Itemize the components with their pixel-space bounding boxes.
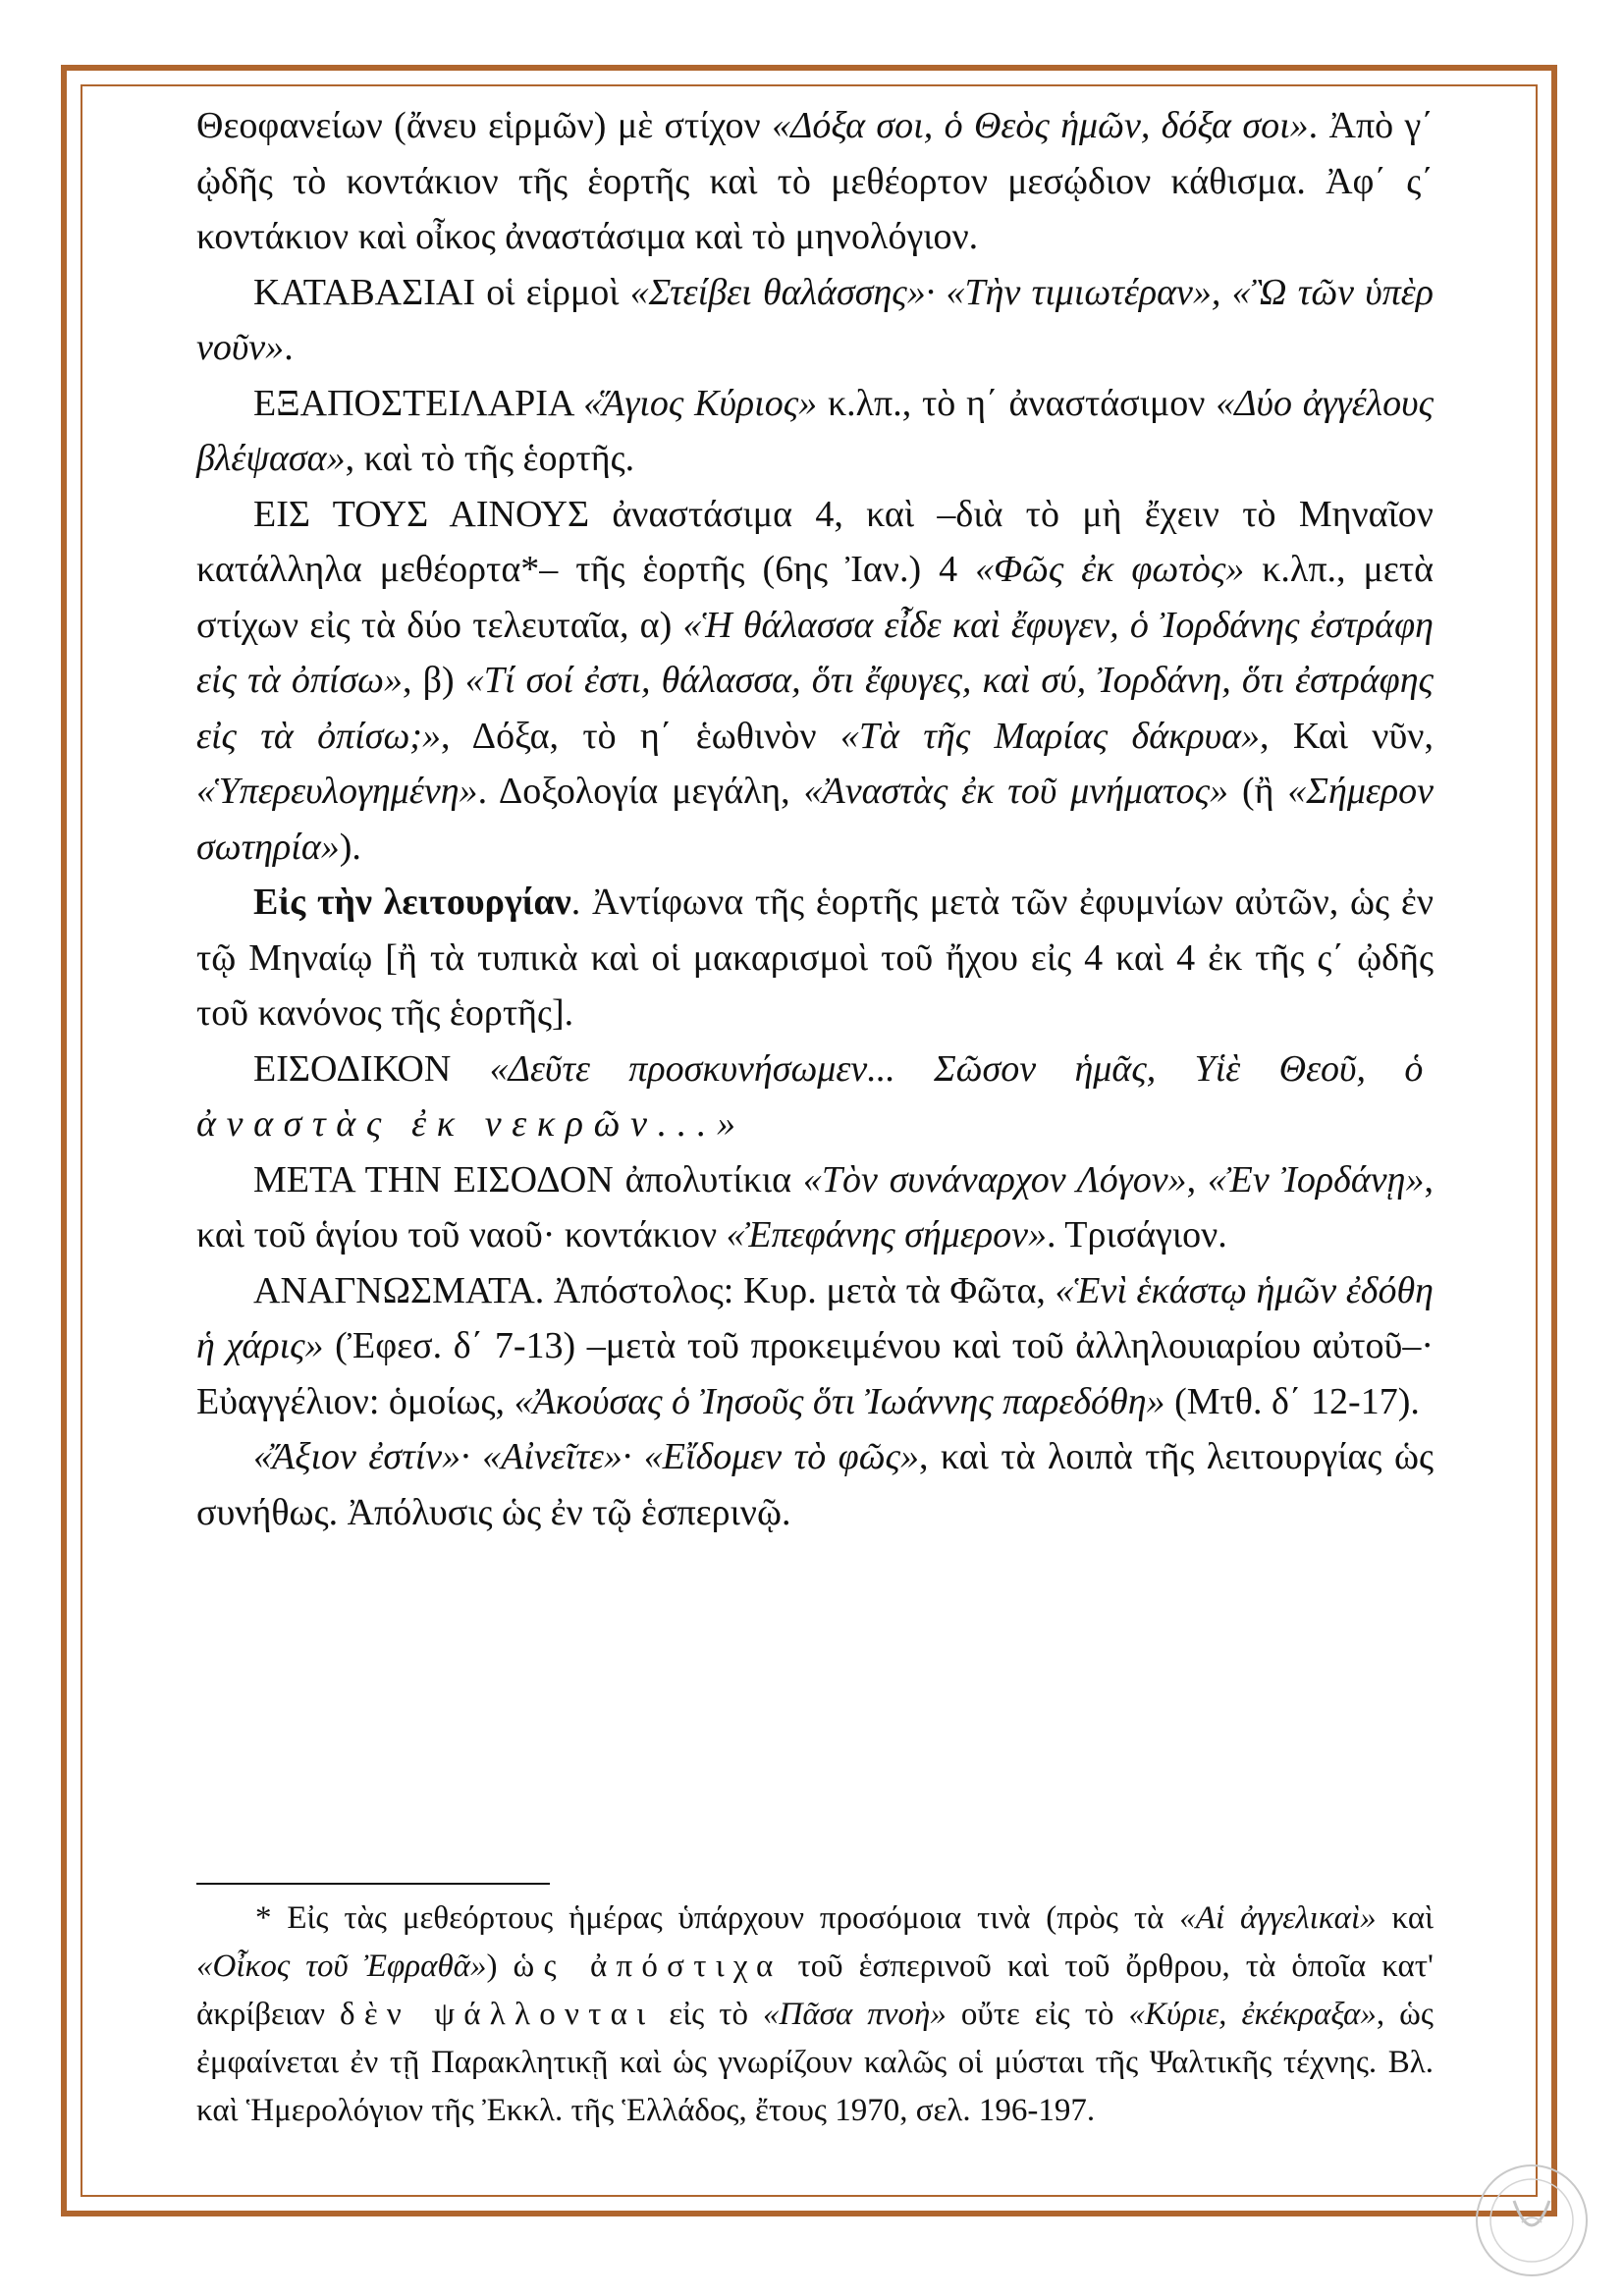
- paragraph-eisodikon: ΕΙΣΟΔΙΚΟΝ «Δεῦτε προσκυνήσωμεν... Σῶσον ἡμᾶς, Υἱὲ Θεοῦ, ὁ ἀναστὰς ἐκ νεκρῶν...»: [196, 1047, 1435, 1145]
- footnote-separator: [196, 1883, 550, 1885]
- paragraph-readings: ΑΝΑΓΝΩΣΜΑΤΑ. Ἀπόστολος: Κυρ. μετὰ τὰ Φῶτα, «Ἑνὶ ἑκάστῳ ἡμῶν ἐδόθη ἡ χάρις» (Ἐφεσ. δ΄ 7-13) –μετὰ τοῦ προκειμένου καὶ τοῦ ἀλληλουιαρίου αὐτοῦ–· Εὐαγγέλιον: ὁμοίως, «Ἀκούσας ὁ Ἰησοῦς ὅτι Ἰωάννης παρεδόθη» (Μτθ. δ΄ 12-17).: [196, 1269, 1434, 1422]
- main-text: [196, 98, 1434, 1540]
- paragraph-theophany: Θεοφανείων (ἄνευ εἱρμῶν) μὲ στίχον «Δόξα σοι, ὁ Θεὸς ἡμῶν, δόξα σοι». Ἀπὸ γ΄ ᾠδῆς τὸ κοντάκιον τῆς ἑορτῆς καὶ τὸ μεθέορτον μεσῴδιον κάθισμα. Ἀφ΄ ς΄ κοντάκιον καὶ οἶκος ἀναστάσιμα καὶ τὸ μηνολόγιον.: [196, 105, 1435, 257]
- paragraph-exapostilaria: ΕΞΑΠΟΣΤΕΙΛΑΡΙΑ «Ἅγιος Κύριος» κ.λπ., τὸ η΄ ἀναστάσιμον «Δύο ἀγγέλους βλέψασα», καὶ τὸ τῆς ἑορτῆς.: [196, 382, 1434, 479]
- paragraph-katavasiai: ΚΑΤΑΒΑΣΙΑΙ οἱ εἱρμοὶ «Στείβει θαλάσσης»· «Τὴν τιμιωτέραν», «Ὢ τῶν ὑπὲρ νοῦν».: [196, 271, 1434, 368]
- watermark-seal-icon: [1473, 2162, 1591, 2279]
- footnote-text: * Εἰς τὰς μεθεόρτους ἡμέρας ὑπάρχουν προσόμοια τινὰ (πρὸς τὰ «Αἱ ἀγγελικαὶ» καὶ «Οἶκος τοῦ Ἐφραθᾶ») ὡς ἀπόστιχα τοῦ ἑσπερινοῦ καὶ τοῦ ὄρθρου, τὰ ὁποῖα κατ' ἀκρίβειαν δὲν ψάλλονται εἰς τὸ «Πᾶσα πνοὴ» οὔτε εἰς τὸ «Κύριε, ἐκέκραξα», ὡς ἐμφαίνεται ἐν τῇ Παρακλητικῇ καὶ ὡς γνωρίζουν καλῶς οἱ μύσται τῆς Ψαλτικῆς τέχνης. Βλ. καὶ Ἡμερολόγιον τῆς Ἐκκλ. τῆς Ἑλλάδος, ἔτους 1970, σελ. 196-197.: [196, 1900, 1434, 2128]
- footnote: [196, 1895, 1434, 2135]
- paragraph-liturgy: Εἰς τὴν λειτουργίαν. Ἀντίφωνα τῆς ἑορτῆς μετὰ τῶν ἐφυμνίων αὐτῶν, ὡς ἐν τῷ Μηναίῳ [ἢ τὰ τυπικὰ καὶ οἱ μακαρισμοὶ τοῦ ἤχου εἰς 4 καὶ 4 ἐκ τῆς ς΄ ᾠδῆς τοῦ κανόνος τῆς ἑορτῆς].: [196, 881, 1435, 1034]
- paragraph-after-entrance: ΜΕΤΑ ΤΗΝ ΕΙΣΟΔΟΝ ἀπολυτίκια «Τὸν συνάναρχον Λόγον», «Ἐν Ἰορδάνῃ», καὶ τοῦ ἁγίου τοῦ ναοῦ· κοντάκιον «Ἐπεφάνης σήμερον». Τρισάγιον.: [196, 1158, 1435, 1255]
- paragraph-axion: «Ἄξιον ἐστίν»· «Αἰνεῖτε»· «Εἴδομεν τὸ φῶς», καὶ τὰ λοιπὰ τῆς λειτουργίας ὡς συνήθως. Ἀπόλυσις ὡς ἐν τῷ ἑσπερινῷ.: [196, 1436, 1435, 1533]
- paragraph-ainous: ΕΙΣ ΤΟΥΣ ΑΙΝΟΥΣ ἀναστάσιμα 4, καὶ –διὰ τὸ μὴ ἔχειν τὸ Μηναῖον κατάλληλα μεθέορτα*– τῆς ἑορτῆς (6ης Ἰαν.) 4 «Φῶς ἐκ φωτὸς» κ.λπ., μετὰ στίχων εἰς τὰ δύο τελευταῖα, α) «Ἡ θάλασσα εἶδε καὶ ἔφυγεν, ὁ Ἰορδάνης ἐστράφη εἰς τὰ ὀπίσω», β) «Τί σοί ἐστι, θάλασσα, ὅτι ἔφυγες, καὶ σύ, Ἰορδάνη, ὅτι ἐστράφης εἰς τὰ ὀπίσω;», Δόξα, τὸ η΄ ἑωθινὸν «Τὰ τῆς Μαρίας δάκρυα», Καὶ νῦν, «Ὑπερευλογημένη». Δοξολογία μεγάλη, «Ἀναστὰς ἐκ τοῦ μνήματος» (ἢ «Σήμερον σωτηρία»).: [196, 493, 1434, 868]
